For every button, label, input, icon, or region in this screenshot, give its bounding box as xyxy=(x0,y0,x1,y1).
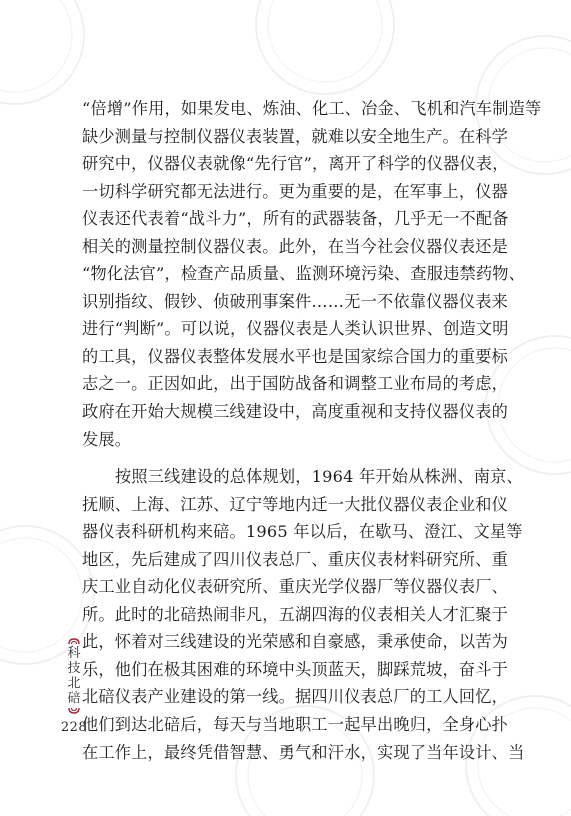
text-line: 识别指纹、假钞、侦破刑事案件……无一不依靠仪器仪表来 xyxy=(82,291,509,311)
text-line: 志之一。正因如此，出于国防战备和调整工业布局的考虑， xyxy=(82,374,509,394)
text-line: 研究中，仪器仪表就像“先行官”，离开了科学的仪器仪表， xyxy=(82,154,509,174)
watermark-stamp-icon xyxy=(250,0,400,100)
running-title xyxy=(54,636,94,735)
text-line: 仪表还代表着“战斗力”，所有的武器装备，几乎无一不配备 xyxy=(82,209,509,229)
text-line: 乐，他们在极其困难的环境中头顶蓝天，脚踩荒坡，奋斗于 xyxy=(82,659,509,679)
text-line: 政府在开始大规模三线建设中，高度重视和支持仪器仪表的 xyxy=(82,402,509,422)
running-title-char: 科 xyxy=(67,646,81,661)
text-line: 在工作上，最终凭借智慧、勇气和汗水，实现了当年设计、当 xyxy=(82,742,525,762)
running-title-char: 技 xyxy=(67,661,81,676)
text-line: “物化法官”，检查产品质量、监测环境污染、查服违禁药物、 xyxy=(82,264,526,284)
paragraph-1 xyxy=(82,95,542,453)
text-line: 缺少测量与控制仪器仪表装置，就难以安全地生产。在科学 xyxy=(82,126,509,146)
cloud-ornament-icon xyxy=(67,636,81,646)
text-line: 此，怀着对三线建设的光荣感和自豪感，秉承使命，以苦为 xyxy=(82,632,509,652)
text-line: 抚顺、上海、江苏、辽宁等地内迁一大批仪器仪表企业和仪 xyxy=(82,494,509,514)
text-line: 的工具，仪器仪表整体发展水平也是国家综合国力的重要标 xyxy=(82,346,509,366)
running-title-char: 碚 xyxy=(67,691,81,706)
text-line: 庆工业自动化仪表研究所、重庆光学仪器厂等仪器仪表厂、 xyxy=(82,577,509,597)
page-number: 228 xyxy=(60,720,88,735)
paragraph-2 xyxy=(82,463,525,766)
text-line: 相关的测量控制仪器仪表。此外，在当今社会仪器仪表还是 xyxy=(82,236,509,256)
text-line: 按照三线建设的总体规划，1964 年开始从株洲、南京、 xyxy=(115,467,523,487)
watermark-stamp-icon xyxy=(0,0,90,110)
text-line: 所。此时的北碚热闹非凡，五湖四海的仪表相关人才汇聚于 xyxy=(82,604,509,624)
cloud-ornament-icon xyxy=(67,706,81,716)
text-line: 器仪表科研机构来碚。1965 年以后，在歇马、澄江、文星等 xyxy=(82,522,523,542)
text-line: 他们到达北碚后，每天与当地职工一起早出晚归，全身心扑 xyxy=(82,715,509,735)
body-text xyxy=(82,95,542,766)
paragraph-gap xyxy=(82,453,490,463)
text-line: 北碚仪表产业建设的第一线。据四川仪表总厂的工人回忆， xyxy=(82,687,509,707)
text-line: 进行“判断”。可以说，仪器仪表是人类认识世界、创造文明 xyxy=(82,319,509,339)
text-line: 地区，先后建成了四川仪表总厂、重庆仪表材料研究所、重 xyxy=(82,549,509,569)
running-title-char: 北 xyxy=(67,676,81,691)
text-line: 一切科学研究都无法进行。更为重要的是，在军事上，仪器 xyxy=(82,181,509,201)
text-line: 发展。 xyxy=(82,429,132,449)
text-line: “倍增”作用，如果发电、炼油、化工、冶金、飞机和汽车制造等 xyxy=(82,99,542,118)
